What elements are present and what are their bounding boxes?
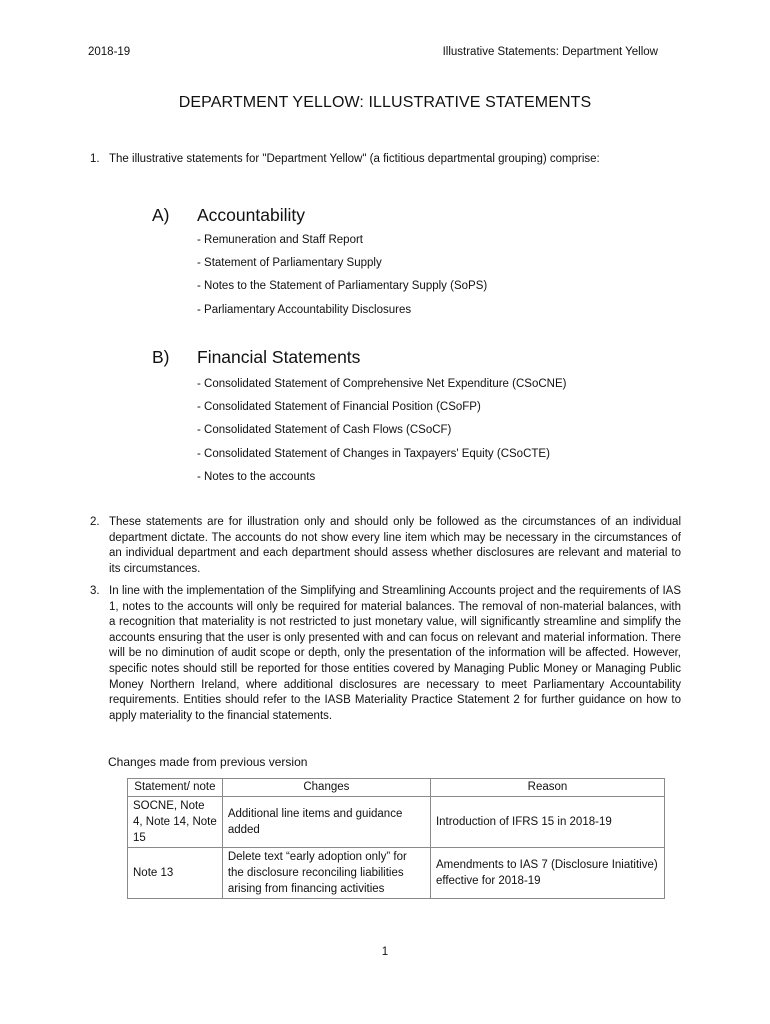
list-item: - Consolidated Statement of Comprehensive Net Expenditure (CSoCNE) (197, 378, 567, 390)
page-title: DEPARTMENT YELLOW: ILLUSTRATIVE STATEMENTS (178, 94, 592, 111)
paragraph-2 (90, 515, 681, 577)
paragraph-number: 1. (90, 153, 100, 165)
list-item: - Remuneration and Staff Report (197, 234, 363, 246)
section-a-title: Accountability (197, 205, 305, 225)
section-b-title: Financial Statements (197, 347, 361, 367)
table-row (128, 797, 665, 848)
page-number: 1 (381, 946, 389, 958)
section-a-letter: A) (152, 205, 170, 225)
table-row (128, 848, 665, 899)
header-year: 2018-19 (88, 46, 131, 58)
cell-statement: Note 13 (128, 848, 223, 899)
changes-heading: Changes made from previous version (108, 755, 308, 769)
cell-reason: Introduction of IFRS 15 in 2018-19 (430, 797, 664, 848)
paragraph-number: 2. (90, 516, 100, 528)
list-item: - Notes to the accounts (197, 470, 316, 483)
paragraph-number: 3. (90, 585, 100, 597)
list-item: - Statement of Parliamentary Supply (197, 257, 382, 270)
list-item: - Consolidated Statement of Financial Position (CSoFP) (197, 401, 481, 414)
column-header-changes: Changes (222, 779, 430, 797)
list-item: - Consolidated Statement of Cash Flows (CSoCF) (197, 424, 452, 437)
cell-reason: Amendments to IAS 7 (Disclosure Iniatitive) effective for 2018-19 (430, 848, 664, 899)
cell-statement: SOCNE, Note 4, Note 14, Note 15 (128, 797, 223, 848)
paragraph-text: In line with the implementation of the Simplifying and Streamlining Accounts project and the requirements of IAS 1, notes to the accounts will only be required for material balances. The removal of non-material balances, with a recognition that materiality is not restricted to just monetary value, will significantly streamline and simplify the accounts ensuring that the user is only presented with and can focus on relevant and material information. There will be no diminution of audit scope or depth, only the presentation of the information will be affected. However, specific notes should still be reported for those entities covered by Managing Public Money or Managing Public Money Northern Ireland, where additional disclosures are necessary to meet Parliamentary Accountability requirements. Entities should refer to the IASB Materiality Practice Statement 2 for further guidance on how to apply materiality to the financial statements. (109, 585, 681, 722)
cell-change: Additional line items and guidance added (222, 797, 430, 848)
changes-table (127, 778, 665, 899)
list-item: - Notes to the Statement of Parliamentary Supply (SoPS) (197, 280, 488, 293)
section-b-list (197, 373, 566, 489)
header-document-title: Illustrative Statements: Department Yellow (442, 46, 658, 58)
cell-change: Delete text “early adoption only” for the disclosure reconciling liabilities arising from financing activities (222, 848, 430, 899)
paragraph-3 (90, 584, 681, 724)
section-a-list (197, 229, 487, 322)
table-header-row (128, 779, 665, 797)
column-header-statement: Statement/ note (128, 779, 223, 797)
paragraph-text: These statements are for illustration only and should only be followed as the circumstances of an individual department dictate. The accounts do not show every line item which may be necessary in the circumstances of an individual department and each department should assess whether disclosures are relevant and material to its circumstances. (109, 516, 681, 575)
list-item: - Consolidated Statement of Changes in Taxpayers' Equity (CSoCTE) (197, 447, 550, 460)
column-header-reason: Reason (430, 779, 664, 797)
paragraph-text: The illustrative statements for "Department Yellow" (a fictitious departmental grouping) comprise: (109, 153, 600, 165)
paragraph-1 (90, 152, 681, 168)
section-b-letter: B) (152, 347, 170, 367)
list-item: - Parliamentary Accountability Disclosures (197, 303, 412, 316)
